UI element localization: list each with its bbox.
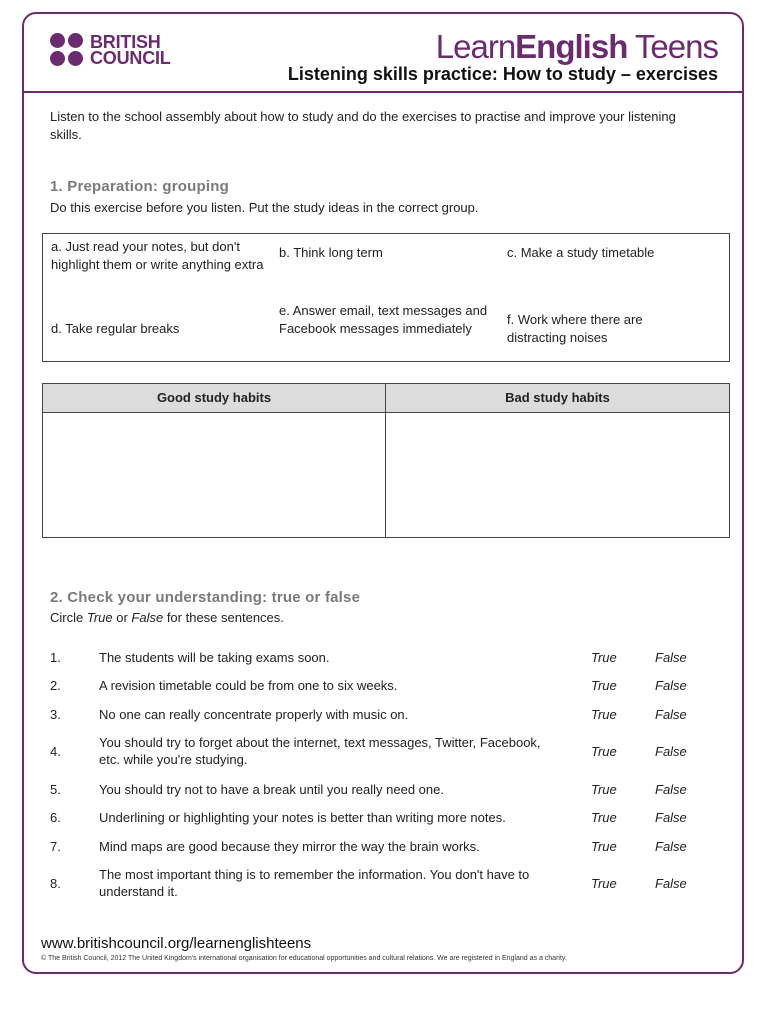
idea-e: e. Answer email, text messages and Facebook messages immediately [279,303,488,336]
tf-sentence: The students will be taking exams soon. [99,650,330,665]
section2-heading: 2. Check your understanding: true or false [50,589,361,606]
good-habits-header: Good study habits [43,384,386,413]
intro-text: Listen to the school assembly about how to study and do the exercises to practise and improve your listening skills. [50,109,676,142]
true-option[interactable]: True [591,678,617,693]
true-option[interactable]: True [591,650,617,665]
page-title: Listening skills practice: How to study – exercises [287,64,718,84]
study-habits-table [42,383,730,538]
tf-sentence: Underlining or highlighting your notes is better than writing more notes. [99,810,506,825]
logo-line1: BRITISH [90,31,161,52]
header-divider [22,91,744,93]
logo-text [90,31,171,68]
idea-d: d. Take regular breaks [51,321,180,336]
brand-learn: Learn [435,28,516,65]
study-ideas-box [42,233,730,362]
true-option[interactable]: True [591,839,617,854]
section1-instruction: Do this exercise before you listen. Put the study ideas in the correct group. [50,200,479,215]
false-option[interactable]: False [655,650,687,665]
tf-sentence: A revision timetable could be from one to six weeks. [99,678,398,693]
idea-c: c. Make a study timetable [507,245,655,260]
logo-dots-icon [50,33,83,66]
tf-number: 7. [50,839,61,854]
tf-sentence: You should try not to have a break until you really need one. [99,782,444,797]
logo-line2: COUNCIL [90,47,171,68]
false-option[interactable]: False [655,744,687,759]
footer-url[interactable]: www.britishcouncil.org/learnenglishteens [41,935,312,952]
false-option[interactable]: False [655,782,687,797]
tf-number: 2. [50,678,61,693]
tf-sentence: No one can really concentrate properly with music on. [99,707,409,722]
tf-number: 4. [50,744,61,759]
false-option[interactable]: False [655,839,687,854]
true-option[interactable]: True [591,707,617,722]
tf-sentence: You should try to forget about the internet, text messages, Twitter, Facebook, etc. while you're studying. [99,735,541,767]
false-option[interactable]: False [655,810,687,825]
tf-number: 6. [50,810,61,825]
tf-number: 5. [50,782,61,797]
false-option[interactable]: False [655,678,687,693]
true-option[interactable]: True [591,744,617,759]
true-option[interactable]: True [591,810,617,825]
tf-sentence: The most important thing is to remember the information. You don't have to understand it. [99,867,530,899]
idea-a: a. Just read your notes, but don't highlight them or write anything extra [51,239,264,272]
brand-teens: Teens [627,28,718,65]
true-option[interactable]: True [591,876,617,891]
british-council-logo [50,33,171,66]
tf-number: 1. [50,650,61,665]
bad-habits-header: Bad study habits [386,384,729,413]
section1-heading: 1. Preparation: grouping [50,178,229,195]
learnenglish-teens-brand [436,28,718,66]
good-habits-cell[interactable] [43,413,386,537]
idea-b: b. Think long term [279,245,383,260]
tf-sentence: Mind maps are good because they mirror the way the brain works. [99,839,480,854]
tf-number: 3. [50,707,61,722]
false-option[interactable]: False [655,707,687,722]
false-option[interactable]: False [655,876,687,891]
bad-habits-cell[interactable] [386,413,729,537]
brand-english: English [515,28,628,65]
section2-instruction: Circle True or False for these sentences. [50,610,284,625]
tf-number: 8. [50,876,61,891]
true-option[interactable]: True [591,782,617,797]
footer-copyright: © The British Council, 2012 The United Kingdom's international organisation for educational opportunities and cultural relations. We are registered in England as a charity. [41,955,567,962]
idea-f: f. Work where there are distracting noises [507,312,643,345]
